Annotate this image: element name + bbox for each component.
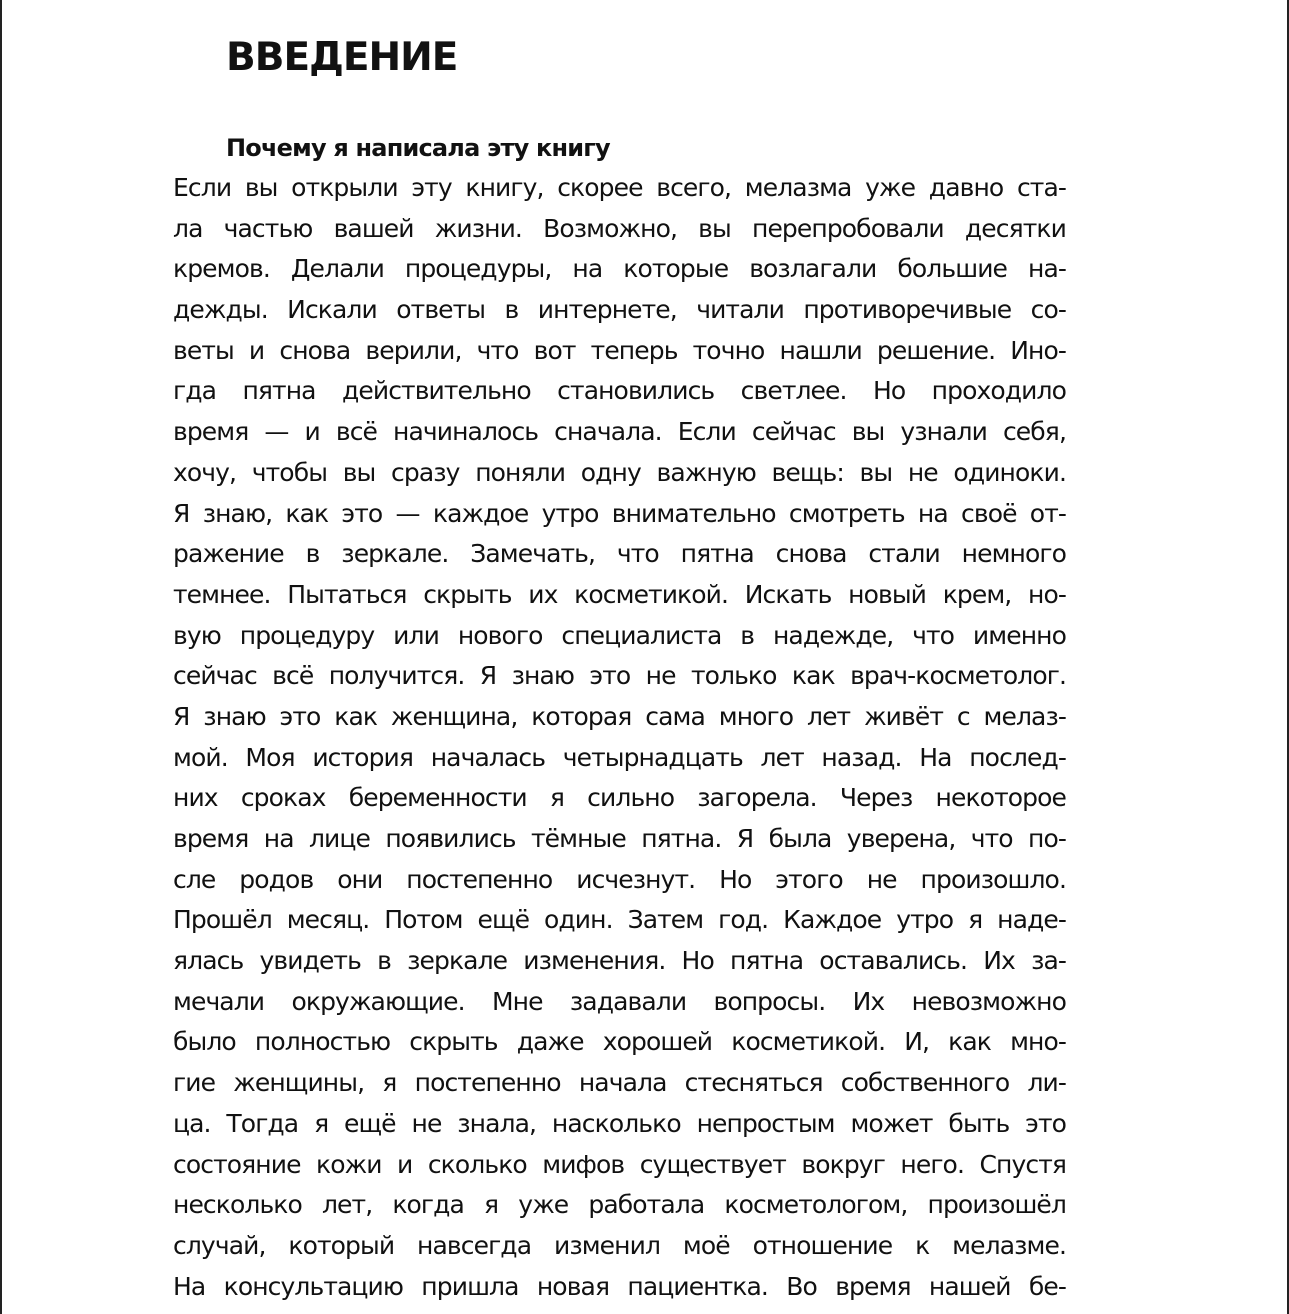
text-line: было полностью скрыть даже хорошей косметикой. И, как мно- <box>173 1027 1066 1057</box>
text-line: дежды. Искали ответы в интернете, читали противоречивые со- <box>173 295 1066 325</box>
body-text <box>173 168 1066 1307</box>
text-line: ражение в зеркале. Замечать, что пятна снова стали немного <box>173 539 1066 569</box>
text-line: ла частью вашей жизни. Возможно, вы перепробовали десятки <box>173 213 1066 243</box>
text-line: Прошёл месяц. Потом ещё один. Затем год. Каждое утро я наде- <box>173 905 1066 935</box>
text-line: вую процедуру или нового специалиста в надежде, что именно <box>173 620 1066 650</box>
text-line: сейчас всё получится. Я знаю это не только как врач-косметолог. <box>173 661 1066 691</box>
section-title: Почему я написала эту книгу <box>226 134 610 162</box>
text-line: веты и снова верили, что вот теперь точно нашли решение. Ино- <box>173 335 1066 365</box>
text-line: Если вы открыли эту книгу, скорее всего, мелазма уже давно ста- <box>173 173 1066 202</box>
text-line: Я знаю, как это — каждое утро внимательно смотреть на своё от- <box>173 498 1066 528</box>
text-line: них сроках беременности я сильно загорела. Через некоторое <box>173 783 1066 813</box>
text-line: темнее. Пытаться скрыть их косметикой. Искать новый крем, но- <box>173 579 1066 609</box>
text-line: сле родов они постепенно исчезнут. Но этого не произошло. <box>173 864 1066 894</box>
text-line: время — и всё начиналось сначала. Если сейчас вы узнали себя, <box>173 417 1066 447</box>
text-line: мечали окружающие. Мне задавали вопросы. Их невозможно <box>173 986 1066 1016</box>
text-line: время на лице появились тёмные пятна. Я была уверена, что по- <box>173 824 1066 853</box>
text-line: состояние кожи и сколько мифов существует вокруг него. Спустя <box>173 1149 1066 1179</box>
text-line: несколько лет, когда я уже работала косметологом, произошёл <box>173 1190 1066 1220</box>
text-line: случай, который навсегда изменил моё отношение к мелазме. <box>173 1230 1066 1260</box>
text-line: ца. Тогда я ещё не знала, насколько непростым может быть это <box>173 1108 1066 1138</box>
text-line: Я знаю это как женщина, которая сама много лет живёт с мелаз- <box>173 701 1066 731</box>
text-line: гие женщины, я постепенно начала стесняться собственного ли- <box>173 1068 1066 1098</box>
text-line: мой. Моя история началась четырнадцать лет назад. На послед- <box>173 742 1066 772</box>
text-line: гда пятна действительно становились светлее. Но проходило <box>173 376 1066 406</box>
chapter-title: ВВЕДЕНИЕ <box>226 35 458 80</box>
text-line: На консультацию пришла новая пациентка. Во время нашей бе- <box>173 1271 1066 1301</box>
text-line: кремов. Делали процедуры, на которые возлагали большие на- <box>173 254 1066 284</box>
text-line: ялась увидеть в зеркале изменения. Но пятна оставались. Их за- <box>173 946 1066 976</box>
text-line: хочу, чтобы вы сразу поняли одну важную вещь: вы не одиноки. <box>173 457 1066 487</box>
